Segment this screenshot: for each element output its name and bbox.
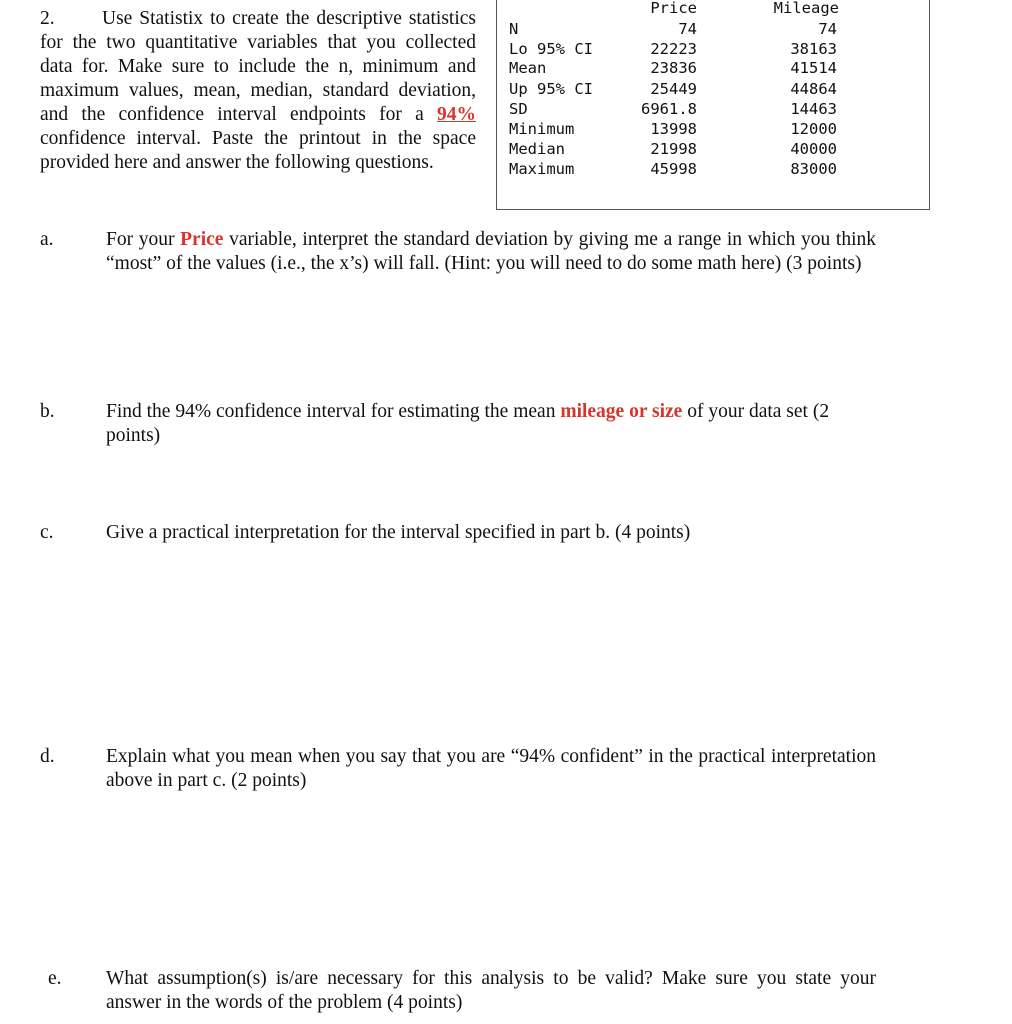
mileage-value: 74 [818, 20, 837, 38]
question-text: What assumption(s) is/are necessary for this analysis to be valid? Make sure you state your answer in the words of the problem (4 points) [106, 968, 876, 1013]
price-value: 21998 [650, 140, 697, 158]
mileage-value: 14463 [790, 100, 837, 118]
mileage-value: 38163 [790, 40, 837, 58]
row-label: Median [509, 140, 565, 158]
question-e [48, 967, 876, 1015]
question-letter: b. [40, 401, 55, 422]
confidence-level-highlight: 94% [437, 104, 476, 125]
row-label: Up 95% CI [509, 80, 593, 98]
question-a [40, 228, 876, 276]
question-letter: e. [48, 968, 62, 989]
row-label: Minimum [509, 120, 575, 138]
variable-highlight: mileage or size [560, 401, 683, 422]
price-value: 74 [678, 20, 697, 38]
statistics-printout [496, 0, 930, 210]
header-price: Price [650, 0, 697, 17]
stats-row [497, 120, 929, 140]
stats-row [497, 140, 929, 160]
question-text [106, 228, 876, 276]
stats-row [497, 40, 929, 60]
price-value: 23836 [650, 59, 697, 77]
question-letter: c. [40, 522, 54, 543]
price-value: 45998 [650, 160, 697, 178]
question-letter: d. [40, 746, 55, 767]
mileage-value: 41514 [790, 59, 837, 77]
stats-row [497, 59, 929, 79]
mileage-value: 40000 [790, 140, 837, 158]
question-c [40, 521, 876, 545]
question-d [40, 745, 876, 793]
row-label: Lo 95% CI [509, 40, 593, 58]
question-text [106, 400, 876, 448]
intro-text-part-1: Use Statistix to create the descriptive statistics for the two quantitative variables that you collected data for. Make sure to include the n, minimum and maximum values, mean, median, standard deviation, and the confidence interval endpoints for a [40, 8, 476, 125]
price-value: 22223 [650, 40, 697, 58]
question-2-intro [40, 7, 476, 175]
price-value: 6961.8 [641, 100, 697, 118]
intro-text-part-2: confidence interval. Paste the printout in the space provided here and answer the following questions. [40, 128, 476, 173]
question-number: 2. [40, 8, 55, 29]
mileage-value: 12000 [790, 120, 837, 138]
stats-row [497, 100, 929, 120]
row-label: N [509, 20, 519, 38]
mileage-value: 44864 [790, 80, 837, 98]
row-label: Mean [509, 59, 547, 77]
question-letter: a. [40, 229, 54, 250]
row-label: Maximum [509, 160, 575, 178]
header-row [497, 0, 929, 19]
question-b [40, 400, 876, 448]
stats-row [497, 20, 929, 40]
price-value: 13998 [650, 120, 697, 138]
mileage-value: 83000 [790, 160, 837, 178]
variable-highlight: Price [180, 229, 224, 250]
question-text-post: of your data set (2 points) [106, 401, 830, 446]
question-text-pre: Find the 94% confidence interval for estimating the mean [106, 401, 561, 422]
question-text-pre: For your [106, 229, 181, 250]
question-text-post: variable, interpret the standard deviation by giving me a range in which you think “most” of the values (i.e., the x’s) will fall. (Hint: you will need to do some math here) (3 points) [106, 229, 876, 274]
question-text: Give a practical interpretation for the interval specified in part b. (4 points) [106, 522, 691, 543]
price-value: 25449 [650, 80, 697, 98]
question-text: Explain what you mean when you say that you are “94% confident” in the practical interpretation above in part c. (2 points) [106, 746, 876, 791]
header-mileage: Mileage [773, 0, 839, 17]
stats-row [497, 80, 929, 100]
stats-row [497, 160, 929, 180]
row-label: SD [509, 100, 528, 118]
